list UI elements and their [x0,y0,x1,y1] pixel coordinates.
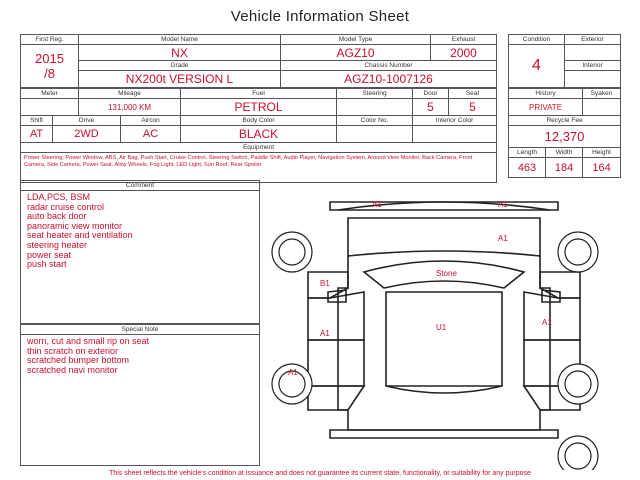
shift-value: AT [21,126,53,143]
condition-value: 4 [509,45,565,88]
length-value: 463 [509,158,546,178]
special-note-line: scratched bumper bottom [27,355,130,366]
special-note-line: scratched navi monitor [27,364,118,375]
mark-front-left: A1 [372,200,382,209]
shift-label: Shift [21,116,53,126]
comment-box [20,180,260,324]
left-rear-door [308,340,364,386]
fuel-value: PETROL [181,99,337,116]
interior-color-label: Interior Color [413,116,497,126]
exterior-label: Exterior [565,35,621,45]
rear-bumper-outline [330,430,558,438]
body-color-label: Body Color [181,116,337,126]
comment-list [21,191,259,272]
rear-window-outline [386,386,502,393]
color-no-value [337,126,413,143]
comment-line: LDA,PCS, BSM [27,192,91,202]
special-note-label: Special Note [21,325,259,335]
steering-value [337,99,413,116]
comment-line: power seat [27,249,72,260]
aircon-label: Aircon [121,116,181,126]
drive-value: 2WD [53,126,121,143]
history-table [508,88,621,178]
meter-value [21,99,79,116]
comment-label: Comment [21,181,259,191]
left-rear-quarter [308,386,364,410]
height-value: 164 [583,158,621,178]
syaken-value [583,99,621,116]
exterior-value [565,45,621,61]
interior-color-value [413,126,497,143]
mark-hood-center: Stone [436,269,457,278]
mark-rear-wheel-left: A1 [288,368,298,377]
mark-front-door-left: A1 [320,329,330,338]
height-label: Height [583,148,621,158]
special-note-list [21,335,259,377]
first-reg-year: 2015 [35,51,64,66]
grade-label: Grade [79,61,281,71]
vehicle-main-table [20,34,497,88]
comment-line: panoramic view monitor [27,220,123,231]
mark-front-right: A1 [498,200,508,209]
comment-line: steering heater [27,239,88,250]
mileage-label: Mileage [79,89,181,99]
chassis-number-label: Chassis Number [281,61,497,71]
right-front-door [524,292,580,340]
exhaust-value: 2000 [431,45,497,61]
mark-hood-right: A1 [498,234,508,243]
width-value: 184 [546,158,583,178]
history-value: PRIVATE [509,99,583,116]
model-name-label: Model Name [79,35,281,45]
disclaimer: This sheet reflects the vehicle's condition at issuance and does not guarantee its current state, functionality, or suitability for any purpose [109,470,531,477]
left-front-door [308,292,364,340]
chassis-number-value: AGZ10-1007126 [281,71,497,88]
model-name-value: NX [79,45,281,61]
door-label: Door [413,89,449,99]
aircon-value: AC [121,126,181,143]
seat-label: Seat [449,89,497,99]
special-note-line: thin scratch on exterior [27,345,119,356]
steering-label: Steering [337,89,413,99]
door-value: 5 [413,99,449,116]
comment-line: radar cruise control [27,201,105,212]
length-label: Length [509,148,546,158]
width-label: Width [546,148,583,158]
car-damage-diagram [268,180,628,470]
special-note-line: worn, cut and small rip on seat [27,336,150,346]
equipment-value: Power Steering, Power Window, ABS, Air Bag, Push Start, Cruise Control, Steering Switch, Paddle Shift, Audio Player, Navigation System, Around View Monitor, Back Camera, Front Camera, Side Camera, Power Seat, Alloy Wheels, Fog Light, LED Light, Sun Roof, Rear Spoiler [21,153,497,183]
first-reg-month: /8 [44,66,55,81]
grade-value: NX200t VERSION L [79,71,281,88]
body-outline [338,256,550,430]
color-no-label: Color No. [337,116,413,126]
mileage-value: 131,000 KM [79,99,181,116]
interior-label: Interior [565,61,621,71]
comment-line: push start [27,259,67,270]
special-note-box [20,324,260,466]
seat-value: 5 [449,99,497,116]
condition-table [508,34,621,88]
recycle-fee-label: Recycle Fee [509,116,621,126]
model-type-label: Model Type [281,35,431,45]
meter-label: Meter [21,89,79,99]
mark-front-fender-left: B1 [320,279,330,288]
interior-value [565,71,621,88]
condition-label: Condition [509,35,565,45]
exhaust-label: Exhaust [431,35,497,45]
hood-outline [348,218,540,256]
comment-line: seat heater and ventilation [27,230,133,241]
front-bumper-curve [338,202,550,210]
mark-rear-door-right: A1 [542,318,552,327]
history-label: History [509,89,583,99]
first-reg-cell [21,45,79,88]
body-color-value: BLACK [181,126,337,143]
syaken-label: Syaken [583,89,621,99]
mark-roof: U1 [436,323,447,332]
sheet-title: Vehicle Information Sheet [230,8,410,25]
model-type-value: AGZ10 [281,45,431,61]
roof-outline [386,292,502,386]
vehicle-spec-table [20,88,497,183]
first-reg-label: First Reg. [21,35,79,45]
fuel-label: Fuel [181,89,337,99]
equipment-label: Equipment [21,143,497,153]
recycle-fee-value: 12,370 [509,126,621,148]
drive-label: Drive [53,116,121,126]
comment-line: auto back door [27,211,87,222]
